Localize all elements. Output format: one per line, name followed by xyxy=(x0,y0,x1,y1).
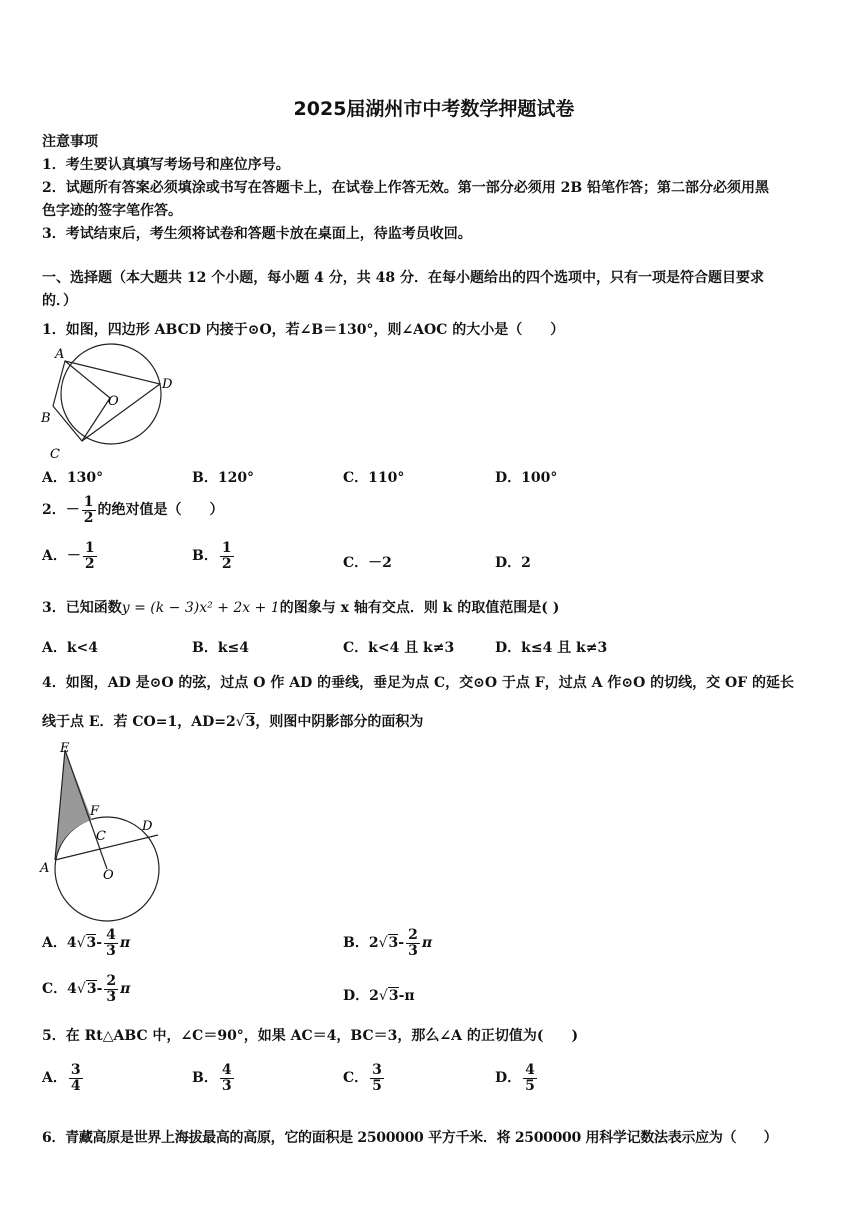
section-heading-cont: 的．） xyxy=(42,293,77,309)
q4-option-c: C．4√3- $\frac{2}{3}$ π xyxy=(42,973,131,1005)
q5-b-den: 3 xyxy=(221,1077,232,1094)
q1-label-o: O xyxy=(108,394,119,409)
q4-label-d: D xyxy=(142,819,153,834)
q1-option-b: B．120° xyxy=(192,470,255,486)
q2-b-prefix: B． xyxy=(192,548,218,565)
q5-c-den: 5 xyxy=(372,1077,382,1094)
question-4-line1: 4．如图，AD 是⊙O 的弦，过点 O 作 AD 的垂线，垂足为点 C，交⊙O 于点 F，过点 A 作⊙O 的切线，交 OF 的延长 xyxy=(42,675,795,691)
q1-label-b: B xyxy=(41,411,51,426)
q3-formula: y = (k − 3)x² + 2x + 1 xyxy=(121,600,280,616)
q4-label-c: C xyxy=(96,829,106,844)
q2-fraction xyxy=(82,495,96,525)
q2-num: 1 xyxy=(83,494,94,510)
q1-label-a: A xyxy=(55,347,65,362)
q2-option-a xyxy=(42,541,99,571)
q4-l2-a: 线于点 E．若 CO=1，AD=2 xyxy=(42,714,236,730)
question-4-line2: 线于点 E．若 CO=1，AD=2√3，则图中阴影部分的面积为 xyxy=(42,714,424,730)
q2-a-den: 2 xyxy=(84,555,95,572)
q4-label-o: O xyxy=(103,868,114,883)
q4-b-fraction xyxy=(406,928,420,958)
q2-option-d: D．2 xyxy=(495,555,531,571)
q5-b-label: B． xyxy=(192,1070,218,1087)
q4-a-den: 3 xyxy=(106,942,116,959)
question-5-text: 5．在 Rt△ABC 中，∠C＝90°，如果 AC＝4，BC＝3，那么∠A 的正切值为( ) xyxy=(42,1028,579,1044)
q4-a-fraction xyxy=(104,928,118,958)
q4-a-rad: 3 xyxy=(86,935,97,952)
q4-label-e: E xyxy=(60,741,70,756)
q3-option-b: B．k≤4 xyxy=(192,640,250,656)
q5-a-fraction xyxy=(69,1063,83,1093)
q4-a-num: 4 xyxy=(106,927,116,943)
q4-option-d: D．2√3-π xyxy=(343,988,415,1004)
q5-a-label: A． xyxy=(42,1070,67,1087)
q4-c-fraction xyxy=(104,974,118,1004)
q1-option-d: D．100° xyxy=(495,470,558,486)
q4-b-rad: 3 xyxy=(388,935,399,952)
notice-heading: 注意事项 xyxy=(42,134,98,150)
q4-a-pi: π xyxy=(119,935,131,952)
q5-d-fraction xyxy=(523,1063,537,1093)
q2-a-fraction xyxy=(83,541,97,571)
q4-c-rad: 3 xyxy=(86,981,97,998)
q4-option-b: B．2√3- $\frac{2}{3}$ π xyxy=(343,927,433,959)
q1-option-c: C．110° xyxy=(343,470,405,486)
q2-b-fraction xyxy=(220,541,234,571)
q3-option-d: D．k≤4 且 k≠3 xyxy=(495,640,608,656)
q5-a-den: 4 xyxy=(70,1077,81,1094)
q1-label-c: C xyxy=(50,447,60,462)
question-1-text: 1．如图，四边形 ABCD 内接于⊙O，若∠B＝130°，则∠AOC 的大小是（ ） xyxy=(42,322,565,338)
question-6-text: 6．青藏高原是世界上海拔最高的高原，它的面积是 2500000 平方千米．将 2500000 用科学记数法表示应为（ ） xyxy=(42,1130,778,1146)
q4-d-label: D．2 xyxy=(343,988,379,1004)
q4-label-a: A xyxy=(40,861,50,876)
q4-l2-b: ，则图中阴影部分的面积为 xyxy=(255,714,424,730)
q5-a-num: 3 xyxy=(70,1062,81,1078)
q5-option-c xyxy=(343,1063,386,1093)
q4-c-num: 2 xyxy=(106,973,117,989)
q5-option-b xyxy=(192,1063,236,1093)
q1-circle-diagram xyxy=(38,340,173,464)
q4-label-f: F xyxy=(90,804,100,819)
q4-c-mid: - xyxy=(96,981,103,998)
q5-option-d xyxy=(495,1063,539,1093)
q2-prefix: 2．－ xyxy=(42,502,80,519)
q4-circle-diagram xyxy=(36,740,168,924)
q2-suffix: 的绝对值是（ ） xyxy=(97,502,224,519)
q4-c-den: 3 xyxy=(106,988,117,1005)
q2-option-b xyxy=(192,541,236,571)
q2-den: 2 xyxy=(83,509,94,526)
q4-d-tail: -π xyxy=(398,988,415,1004)
section-heading: 一、选择题（本大题共 12 个小题，每小题 4 分，共 48 分．在每小题给出的四个选项中，只有一项是符合题目要求 xyxy=(42,270,764,286)
q4-c-label: C．4 xyxy=(42,981,77,998)
q4-c-pi: π xyxy=(120,981,131,998)
q1-label-d: D xyxy=(162,377,173,392)
q5-c-fraction xyxy=(370,1063,384,1093)
q1-option-a: A．130° xyxy=(42,470,104,486)
q5-c-num: 3 xyxy=(372,1062,382,1078)
q4-b-den: 3 xyxy=(408,942,418,959)
q4-b-mid: - xyxy=(398,935,405,952)
q3-prefix: 3．已知函数 xyxy=(42,600,122,616)
q4-a-mid: - xyxy=(96,935,103,952)
q2-a-prefix: A．－ xyxy=(42,548,81,565)
q4-b-pi: π xyxy=(421,935,433,952)
q4-b-num: 2 xyxy=(408,927,418,943)
q2-option-c: C．－2 xyxy=(343,555,392,571)
q2-a-num: 1 xyxy=(84,540,95,556)
page-title: 2025届湖州市中考数学押题试卷 xyxy=(293,98,575,120)
q3-suffix: 的图象与 x 轴有交点．则 k 的取值范围是( ) xyxy=(279,600,560,616)
q3-option-c: C．k<4 且 k≠3 xyxy=(343,640,455,656)
q4-l2-rad: 3 xyxy=(245,714,256,730)
question-2 xyxy=(42,495,224,525)
question-3 xyxy=(42,597,559,617)
q2-b-den: 2 xyxy=(221,555,232,572)
notice-item: 3．考试结束后，考生须将试卷和答题卡放在桌面上，待监考员收回。 xyxy=(42,226,472,242)
q4-option-a: A．4√3- $\frac{4}{3}$ π xyxy=(42,927,131,959)
notice-item: 1．考生要认真填写考场号和座位序号。 xyxy=(42,157,290,173)
q5-d-num: 4 xyxy=(525,1062,535,1078)
q5-option-a xyxy=(42,1063,85,1093)
q5-d-den: 5 xyxy=(525,1077,535,1094)
q4-a-label: A．4 xyxy=(42,935,77,952)
q5-c-label: C． xyxy=(343,1070,369,1087)
q5-d-label: D． xyxy=(495,1070,522,1087)
q4-d-rad: 3 xyxy=(388,988,399,1004)
q5-b-fraction xyxy=(220,1063,234,1093)
q5-b-num: 4 xyxy=(221,1062,232,1078)
q3-option-a: A．k<4 xyxy=(42,640,99,656)
notice-item: 色字迹的签字笔作答。 xyxy=(42,203,182,219)
q4-b-label: B．2 xyxy=(343,935,379,952)
notice-item: 2．试题所有答案必须填涂或书写在答题卡上，在试卷上作答无效。第一部分必须用 2B 铅笔作答；第二部分必须用黑 xyxy=(42,180,770,196)
q2-b-num: 1 xyxy=(221,540,232,556)
